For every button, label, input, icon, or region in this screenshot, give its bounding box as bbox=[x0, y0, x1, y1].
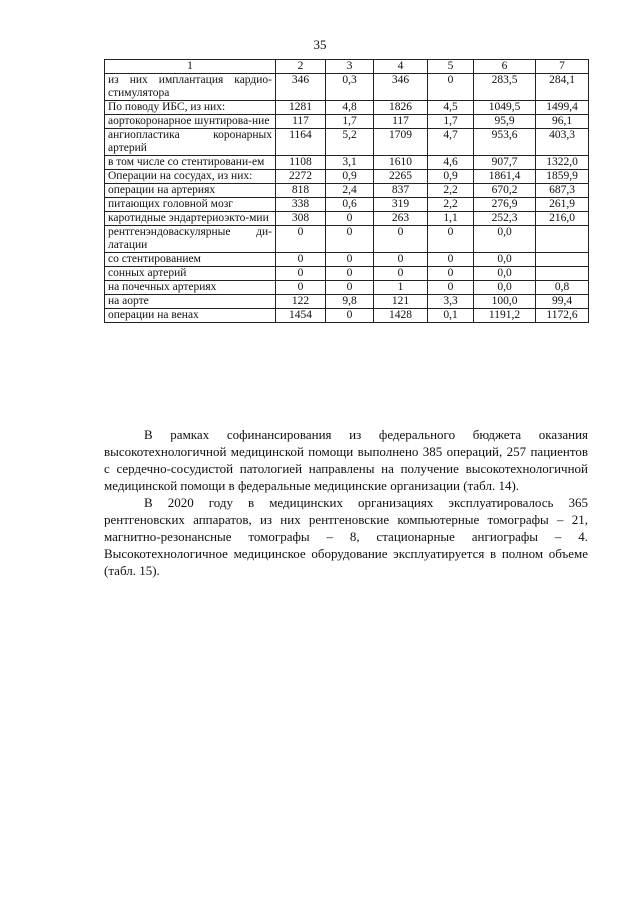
table-cell: 0 bbox=[326, 281, 374, 295]
row-label: сонных артерий bbox=[105, 267, 276, 281]
paragraph: В рамках софинансирования из федерального бюджета оказания высокотехнологичной медицинской помощи выполнено 385 операций, 257 пациентов с сердечно-сосудистой патологией направлены на получение высокотехнологичной медицинской помощи в федеральные медицинские организации (табл. 14). bbox=[104, 427, 588, 493]
table-cell: 4,8 bbox=[326, 101, 374, 115]
table-cell: 1428 bbox=[374, 309, 428, 323]
row-label: ангиопластика коронарных артерий bbox=[105, 129, 276, 156]
row-label: питающих головной мозг bbox=[105, 198, 276, 212]
table-cell: 2272 bbox=[276, 170, 326, 184]
table-cell: 0 bbox=[276, 253, 326, 267]
table-cell: 4,6 bbox=[428, 156, 474, 170]
table-cell: 670,2 bbox=[474, 184, 536, 198]
table-cell: 0,0 bbox=[474, 253, 536, 267]
table-cell: 1172,6 bbox=[536, 309, 589, 323]
table-cell: 252,3 bbox=[474, 212, 536, 226]
table-cell: 0,0 bbox=[474, 226, 536, 253]
table-row bbox=[105, 184, 589, 198]
table-cell: 0,9 bbox=[326, 170, 374, 184]
table-cell: 0,3 bbox=[326, 74, 374, 101]
table-cell: 0 bbox=[326, 226, 374, 253]
table-row bbox=[105, 309, 589, 323]
table-cell: 837 bbox=[374, 184, 428, 198]
table-cell: 95,9 bbox=[474, 115, 536, 129]
table-cell: 0 bbox=[428, 74, 474, 101]
table-cell: 121 bbox=[374, 295, 428, 309]
table-cell: 1 bbox=[374, 281, 428, 295]
table-cell: 2,4 bbox=[326, 184, 374, 198]
table-cell: 0,8 bbox=[536, 281, 589, 295]
table-cell: 1610 bbox=[374, 156, 428, 170]
table-cell: 261,9 bbox=[536, 198, 589, 212]
table-cell: 346 bbox=[374, 74, 428, 101]
table-cell: 0 bbox=[428, 226, 474, 253]
table-header-row bbox=[105, 60, 589, 74]
table-cell: 403,3 bbox=[536, 129, 589, 156]
table-cell: 0 bbox=[326, 212, 374, 226]
table-cell bbox=[536, 267, 589, 281]
row-label: аортокоронарное шунтирова-ние bbox=[105, 115, 276, 129]
column-header: 1 bbox=[105, 60, 276, 74]
table-cell: 1499,4 bbox=[536, 101, 589, 115]
table-cell: 2265 bbox=[374, 170, 428, 184]
table-row bbox=[105, 198, 589, 212]
row-label: со стентированием bbox=[105, 253, 276, 267]
table-cell: 0 bbox=[276, 267, 326, 281]
table-cell: 216,0 bbox=[536, 212, 589, 226]
table-cell: 0,1 bbox=[428, 309, 474, 323]
table-cell: 687,3 bbox=[536, 184, 589, 198]
table-cell: 0,0 bbox=[474, 267, 536, 281]
table-cell: 0 bbox=[374, 267, 428, 281]
table-row bbox=[105, 212, 589, 226]
table-cell: 818 bbox=[276, 184, 326, 198]
column-header: 3 bbox=[326, 60, 374, 74]
table-cell bbox=[536, 253, 589, 267]
row-label: каротидные эндартериоэкто-мии bbox=[105, 212, 276, 226]
table-cell: 283,5 bbox=[474, 74, 536, 101]
table-body bbox=[105, 60, 589, 323]
table-cell: 4,5 bbox=[428, 101, 474, 115]
table-cell: 0 bbox=[374, 226, 428, 253]
table-cell: 953,6 bbox=[474, 129, 536, 156]
table-cell: 0 bbox=[276, 281, 326, 295]
table-cell: 1164 bbox=[276, 129, 326, 156]
table-row bbox=[105, 170, 589, 184]
table-cell: 907,7 bbox=[474, 156, 536, 170]
table-row bbox=[105, 74, 589, 101]
row-label: на аорте bbox=[105, 295, 276, 309]
table-cell: 100,0 bbox=[474, 295, 536, 309]
table-cell: 1281 bbox=[276, 101, 326, 115]
table-row bbox=[105, 226, 589, 253]
row-label: на почечных артериях bbox=[105, 281, 276, 295]
table-cell: 308 bbox=[276, 212, 326, 226]
table-row bbox=[105, 295, 589, 309]
table-row bbox=[105, 281, 589, 295]
table-cell: 1049,5 bbox=[474, 101, 536, 115]
table-cell: 1,1 bbox=[428, 212, 474, 226]
table-row bbox=[105, 101, 589, 115]
paragraph: В 2020 году в медицинских организациях эксплуатировалось 365 рентгеновских аппаратов, из них рентгеновские компьютерные томографы – 21, магнитно-резонансные томографы – 8, стационарные ангиографы – 4. Высокотехнологичное медицинское оборудование эксплуатируется в полном объеме (табл. 15). bbox=[104, 495, 588, 578]
table-cell: 99,4 bbox=[536, 295, 589, 309]
row-label: в том числе со стентировани-ем bbox=[105, 156, 276, 170]
table-cell: 117 bbox=[276, 115, 326, 129]
table-cell: 1,7 bbox=[326, 115, 374, 129]
table-cell: 1709 bbox=[374, 129, 428, 156]
row-label: из них имплантация кардио-стимулятора bbox=[105, 74, 276, 101]
table-cell: 346 bbox=[276, 74, 326, 101]
table-cell: 1,7 bbox=[428, 115, 474, 129]
table-cell: 0,6 bbox=[326, 198, 374, 212]
table-cell: 0 bbox=[276, 226, 326, 253]
table-cell: 3,3 bbox=[428, 295, 474, 309]
table-cell: 0 bbox=[326, 253, 374, 267]
table-cell: 276,9 bbox=[474, 198, 536, 212]
table-cell: 0 bbox=[374, 253, 428, 267]
row-label: операции на артериях bbox=[105, 184, 276, 198]
table-cell: 1322,0 bbox=[536, 156, 589, 170]
table-cell: 1826 bbox=[374, 101, 428, 115]
table-cell: 284,1 bbox=[536, 74, 589, 101]
table-cell: 1454 bbox=[276, 309, 326, 323]
row-label: По поводу ИБС, из них: bbox=[105, 101, 276, 115]
table-row bbox=[105, 253, 589, 267]
table-row bbox=[105, 115, 589, 129]
page-number: 35 bbox=[313, 37, 327, 52]
table-cell: 2,2 bbox=[428, 184, 474, 198]
table-row bbox=[105, 156, 589, 170]
statistics-table bbox=[104, 59, 589, 323]
table-cell: 0 bbox=[326, 267, 374, 281]
table-cell: 0 bbox=[428, 253, 474, 267]
row-label: операции на венах bbox=[105, 309, 276, 323]
table-cell: 319 bbox=[374, 198, 428, 212]
table-cell: 9,8 bbox=[326, 295, 374, 309]
table-cell: 0 bbox=[428, 281, 474, 295]
column-header: 7 bbox=[536, 60, 589, 74]
table-cell: 96,1 bbox=[536, 115, 589, 129]
table-cell: 2,2 bbox=[428, 198, 474, 212]
table-cell: 1861,4 bbox=[474, 170, 536, 184]
table-cell: 5,2 bbox=[326, 129, 374, 156]
table-cell bbox=[536, 226, 589, 253]
table-cell: 4,7 bbox=[428, 129, 474, 156]
body-text bbox=[104, 426, 588, 579]
column-header: 2 bbox=[276, 60, 326, 74]
table-cell: 1859,9 bbox=[536, 170, 589, 184]
table-cell: 0,0 bbox=[474, 281, 536, 295]
table-cell: 3,1 bbox=[326, 156, 374, 170]
table-cell: 117 bbox=[374, 115, 428, 129]
table-cell: 0,9 bbox=[428, 170, 474, 184]
table-cell: 0 bbox=[428, 267, 474, 281]
table-cell: 0 bbox=[326, 309, 374, 323]
row-label: Операции на сосудах, из них: bbox=[105, 170, 276, 184]
table-cell: 1108 bbox=[276, 156, 326, 170]
column-header: 5 bbox=[428, 60, 474, 74]
column-header: 4 bbox=[374, 60, 428, 74]
table-row bbox=[105, 267, 589, 281]
table-cell: 122 bbox=[276, 295, 326, 309]
table-cell: 338 bbox=[276, 198, 326, 212]
row-label: рентгенэндоваскулярные ди-латации bbox=[105, 226, 276, 253]
table-cell: 263 bbox=[374, 212, 428, 226]
table-row bbox=[105, 129, 589, 156]
column-header: 6 bbox=[474, 60, 536, 74]
table-cell: 1191,2 bbox=[474, 309, 536, 323]
